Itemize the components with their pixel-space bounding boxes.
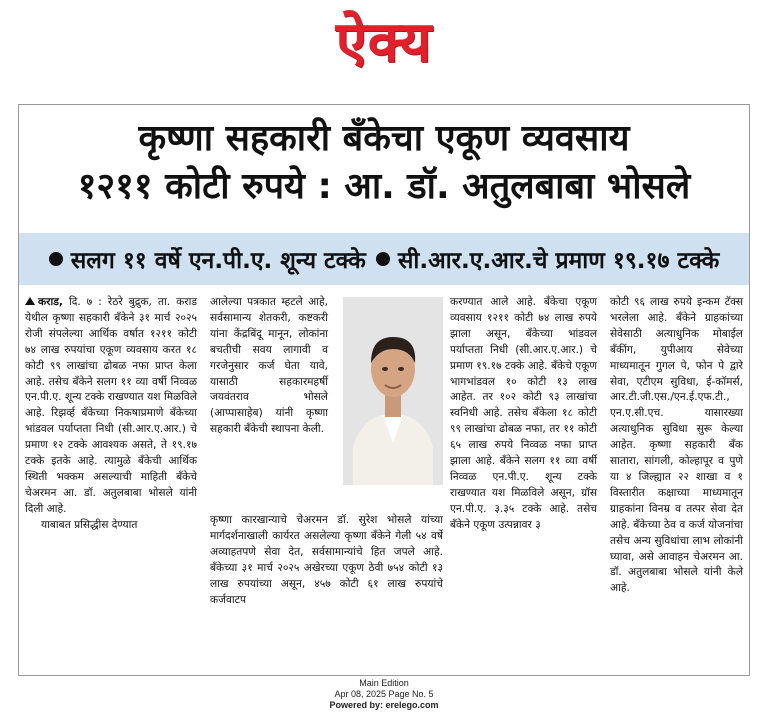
- column-2-bottom: कृष्णा कारखान्याचे चेअरमन डॉ. सुरेश भोसले यांच्या मार्गदर्शनाखाली कार्यरत असलेल्या कृष्णा बँकेने गेली ५४ वर्षे अव्याहतपणे सेवा देत, सर्वसामान्यांचे हित जपले आहे. बँकेच्या ३१ मार्च २०२५ अखेरच्या एकूण ठेवी ७५४ कोटी १३ लाख रुपयांच्या असून, ४५७ कोटी ६१ लाख रुपयांचे कर्जवाटप: [210, 514, 443, 606]
- column-2-top: आलेल्या पत्रकात म्हटले आहे, सर्वसामान्य शेतकरी, कष्टकरी यांना केंद्रबिंदू मानून, लोकांना बचतीची सवय लागावी व गरजेनुसार कर्ज घेता यावे, यासाठी सहकारमहर्षी जयवंतराव भोसले (आप्पासाहेब) यांनी कृष्णा सहकारी बँकेची स्थापना केली.: [210, 296, 328, 436]
- news-article: [18, 104, 750, 676]
- article-columns: [25, 295, 745, 673]
- powered-by-label: Powered by: erelego.com: [329, 700, 439, 710]
- subhead-bar: [19, 233, 749, 285]
- column-1: [25, 295, 197, 534]
- headline-line-2: १२११ कोटी रुपये : आ. डॉ. अतुलबाबा भोसले: [77, 166, 691, 207]
- subhead-text-2: सी.आर.ए.आर.चे प्रमाण १९.१७ टक्के: [397, 248, 720, 274]
- edition-label: Main Edition: [359, 678, 409, 688]
- column-4: कोटी ९६ लाख रुपये इन्कम टॅक्स भरलेला आहे. बँकेने ग्राहकांच्या सेवेसाठी अत्याधुनिक मोबाईल बँकींग, युपीआय सेवेच्या माध्यमातून गुगल पे, फोन पे द्वारे सेवा, एटीएम सुविधा, ई-कॉमर्स, आर.टी.जी.एस./एन.ई.एफ.टी., एन.ए.सी.एच. यासारख्या अत्याधुनिक सुविधा सुरू केल्या आहेत. कृष्णा सहकारी बँक सातारा, सांगली, कोल्हापूर व पुणे या ४ जिल्ह्यात २२ शाखा व १ विस्तारीत कक्षाच्या माध्यमातून ग्राहकांना विनम्र व तत्पर सेवा देत आहे. बँकेच्या ठेव व कर्ज योजनांचा तसेच अन्य सुविधांचा लाभ लोकांनी घ्यावा, असे आवाहन चेअरमन आ. डॉ. अतुलबाबा भोसले यांनी केले आहे.: [610, 296, 743, 595]
- headline-line-1: कृष्णा सहकारी बँकेचा एकूण व्यवसाय: [138, 118, 630, 159]
- masthead-logo: ऐक्य: [335, 10, 433, 75]
- triangle-icon: [25, 297, 35, 305]
- portrait-photo: [343, 297, 443, 485]
- subhead-item-1: [49, 243, 366, 275]
- portrait-illustration: [343, 297, 443, 485]
- date-page-label: Apr 08, 2025 Page No. 5: [334, 689, 434, 699]
- bullet-icon: [376, 252, 390, 266]
- paragraph-1-text: दि. ७ : रेठरे बुद्रुक, ता. कराड येथील कृष्णा सहकारी बँकेने ३१ मार्च २०२५ रोजी संपलेल्या आर्थिक वर्षात १२११ कोटी ७४ लाख रुपयांचा एकूण व्यवसाय करत १८ कोटी ९९ लाखांचा ढोबळ नफा प्राप्त केला आहे. तसेच बँकेने सलग ११ व्या वर्षी निव्वळ एन.पी.ए. शून्य टक्के राखण्यात यश मिळविले आहे. रिझर्व्ह बँकेच्या निकषाप्रमाणे बँकेच्या भांडवल पर्याप्तता निधी (सी.आर.ए.आर.) चे प्रमाण १२ टक्के आवश्यक असते, ते १९.१७ टक्के इतके आहे. त्यामुळे बँकेची आर्थिक स्थिती भक्कम असल्याची माहिती बँकेचे चेअरमन आ. डॉ. अतुलबाबा भोसले यांनी दिली आहे.: [25, 296, 198, 515]
- paragraph-2: याबाबत प्रसिद्धीस देण्यात: [41, 518, 138, 531]
- headline: [19, 115, 749, 211]
- bullet-icon: [49, 252, 63, 266]
- dateline: कराड,: [38, 296, 63, 308]
- paragraph-1: [25, 295, 197, 518]
- page-footer: [0, 678, 768, 711]
- subhead-item-2: [376, 243, 719, 275]
- subhead-text-1: सलग ११ वर्षे एन.पी.ए. शून्य टक्के: [70, 248, 366, 274]
- masthead: [0, 4, 768, 82]
- column-3: करण्यात आले आहे. बँकेचा एकूण व्यवसाय १२११ कोटी ७४ लाख रुपये झाला असून, बँकेच्या भांडवल पर्याप्तता निधी (सी.आर.ए.आर.) चे प्रमाण १९.१७ टक्के आहे. बँकेचे एकूण भागभांडवल १० कोटी १३ लाख आहेत. तर १०२ कोटी ९३ लाखांचा स्वनिधी आहे. तसेच बँकेला १८ कोटी ९९ लाखांचा ढोबळ नफा, तर ११ कोटी ६५ लाख रुपये निव्वळ नफा प्राप्त झाला आहे. बँकेने सलग ११ व्या वर्षी निव्वळ एन.पी.ए. शून्य टक्के राखण्यात यश मिळविले असून, ग्रॉस एन.पी.ए. ३.३५ टक्के आहे. तसेच बँकेने एकूण उत्पन्नावर ३: [450, 296, 597, 531]
